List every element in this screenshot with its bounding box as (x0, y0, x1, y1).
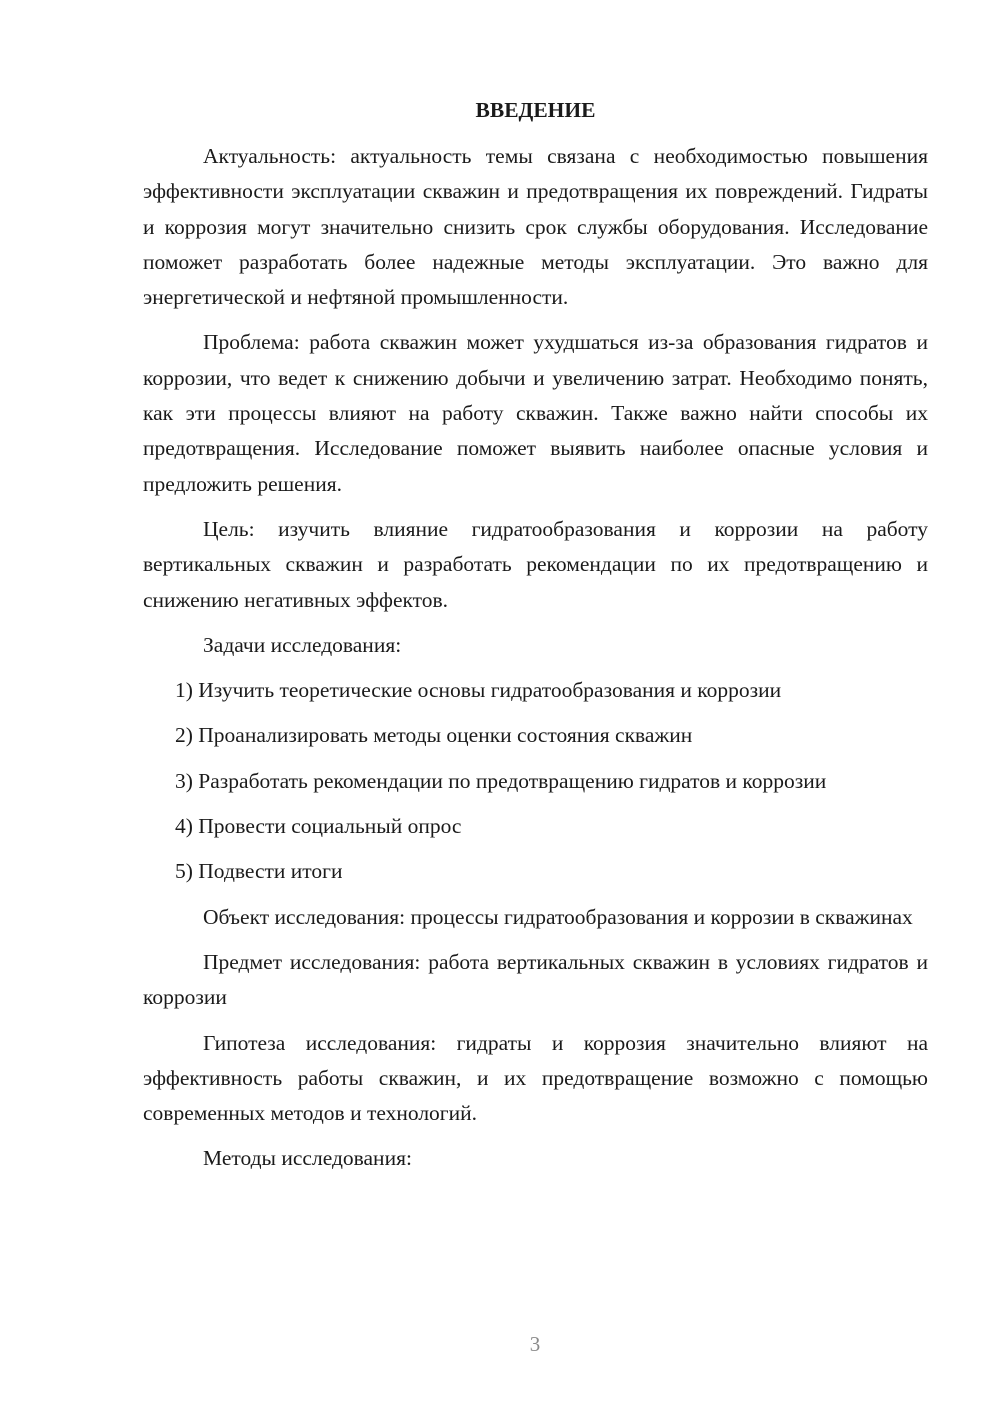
task-item: 5) Подвести итоги (175, 859, 343, 884)
paragraph-relevance: Актуальность: актуальность темы связана с необходимостью повышения эффективности эксплуатации скважин и предотвращения их повреждений. Гидраты и коррозия могут значительно снизить срок службы оборудования. Исследование поможет разработать более надежные методы эксплуатации. Это важно для энергетической и нефтяной промышленности. (143, 144, 928, 310)
page-number: 3 (529, 1332, 541, 1356)
methods-heading: Методы исследования: (203, 1146, 412, 1171)
paragraph-subject: Предмет исследования: работа вертикальных скважин в условиях гидратов и коррозии (143, 949, 928, 1010)
page-title: ВВЕДЕНИЕ (475, 98, 596, 122)
paragraph-goal: Цель: изучить влияние гидратообразования и коррозии на работу вертикальных скважин и разработать рекомендации по их предотвращению и снижению негативных эффектов. (143, 516, 928, 612)
task-item: 1) Изучить теоретические основы гидратообразования и коррозии (175, 678, 782, 703)
document-page (143, 93, 928, 1187)
paragraph-hypothesis: Гипотеза исследования: гидраты и коррозия значительно влияют на эффективность работы скважин, и их предотвращение возможно с помощью современных методов и технологий. (143, 1030, 928, 1126)
tasks-heading: Задачи исследования: (203, 632, 402, 657)
paragraph-object: Объект исследования: процессы гидратообразования и коррозии в скважинах (203, 904, 913, 929)
paragraph-problem: Проблема: работа скважин может ухудшаться из-за образования гидратов и коррозии, что ведет к снижению добычи и увеличению затрат. Необходимо понять, как эти процессы влияют на работу скважин. Также важно найти способы их предотвращения. Исследование поможет выявить наиболее опасные условия и предложить решения. (143, 330, 928, 496)
task-item: 4) Провести социальный опрос (175, 814, 462, 839)
task-item: 3) Разработать рекомендации по предотвращению гидратов и коррозии (175, 768, 827, 793)
task-item: 2) Проанализировать методы оценки состояния скважин (175, 723, 693, 748)
